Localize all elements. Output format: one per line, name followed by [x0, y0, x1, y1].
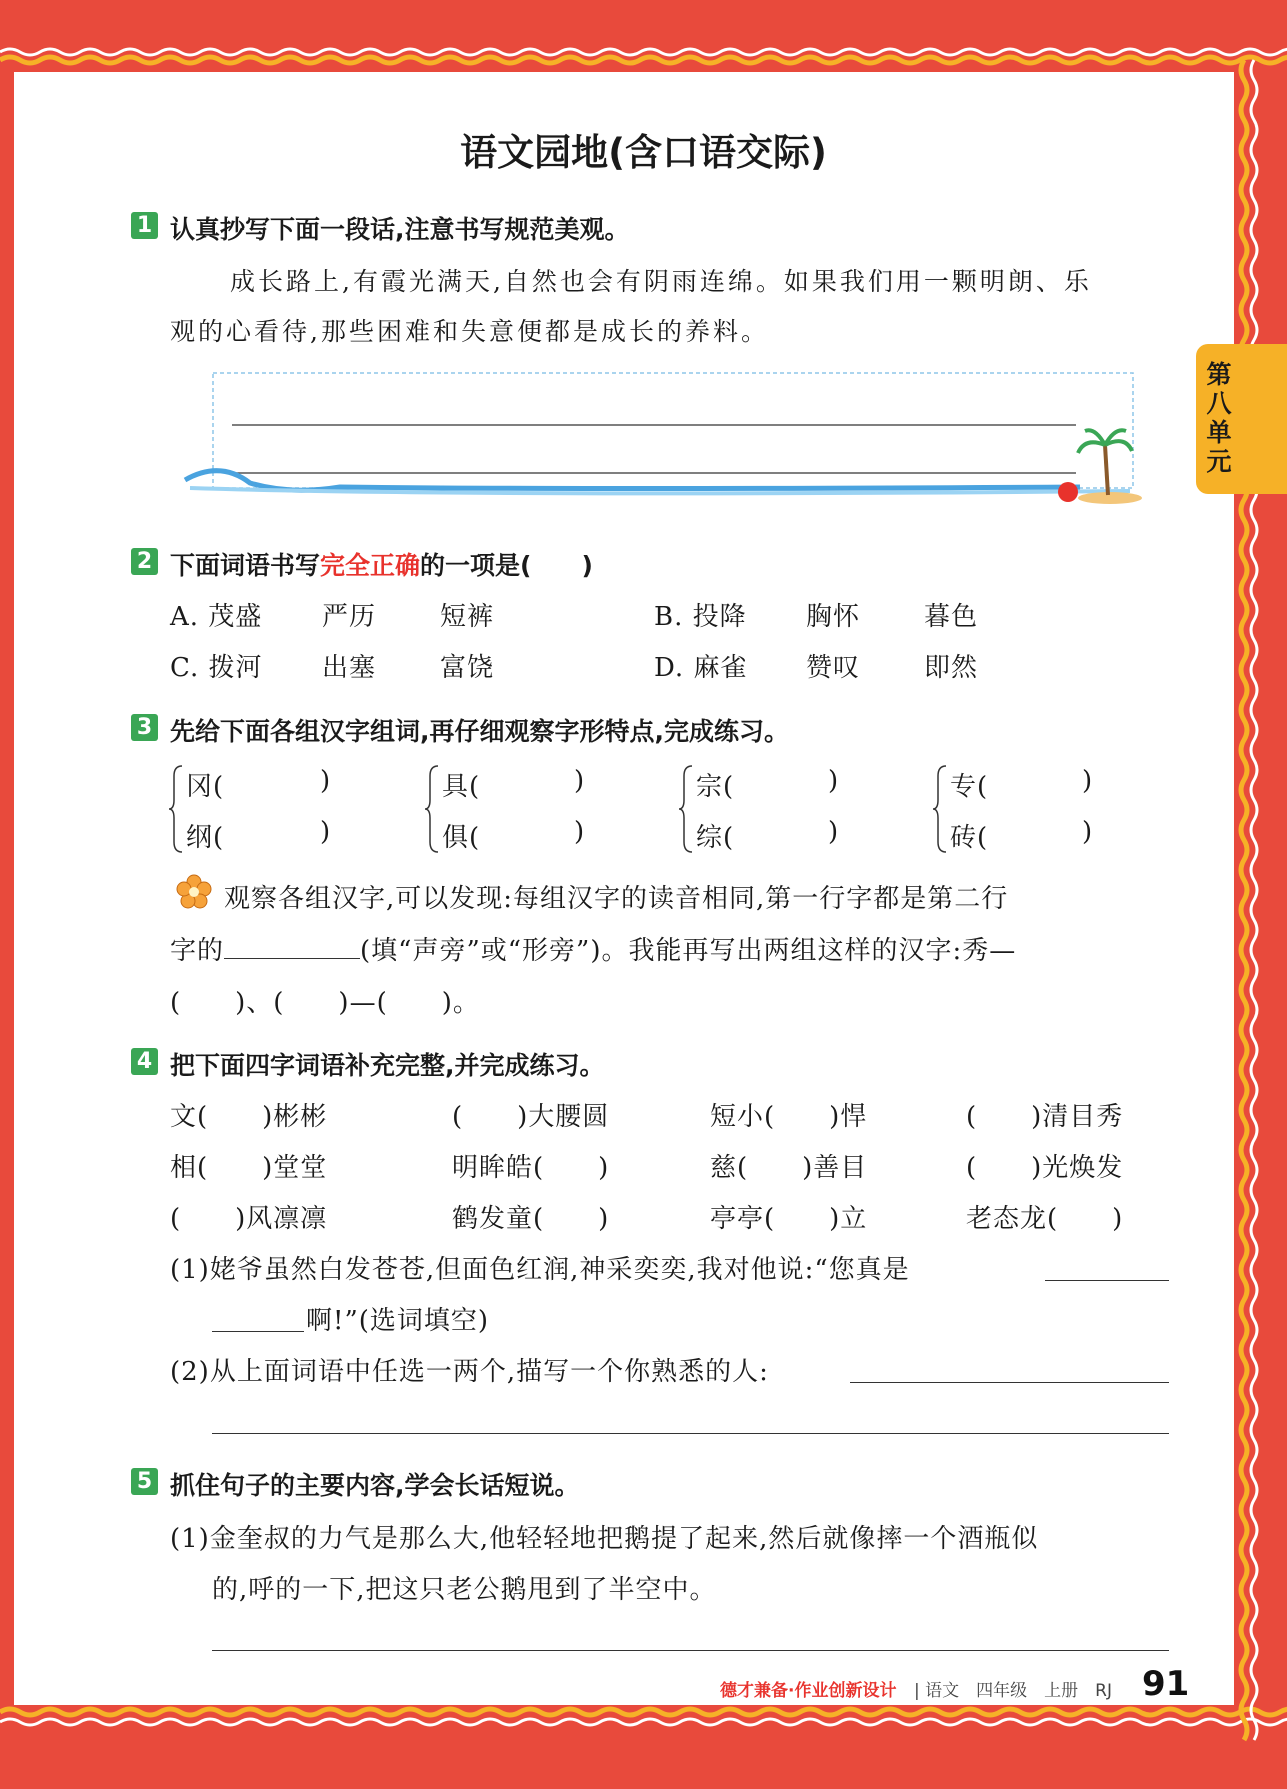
char-group-4-bottom: 砖( [950, 823, 989, 853]
copy-writing-box [180, 365, 1145, 510]
option-a-word-2: 严历 [322, 602, 377, 632]
option-c-label[interactable]: C. 拨河 [170, 653, 263, 683]
observation-line-2-start: 字的 [170, 936, 225, 966]
question-2-prompt-a: 下面词语书写 [170, 551, 321, 580]
sub-question-5-1-cont: 的,呼的一下,把这只老公鹅甩到了半空中。 [212, 1575, 717, 1605]
question-4-prompt: 把下面四字词语补充完整,并完成练习。 [170, 1051, 605, 1080]
idiom-3-1[interactable]: ( )风凛凛 [170, 1204, 328, 1234]
char-group-2-bottom-close: ) [574, 817, 586, 847]
question-number-2: 2 [131, 548, 158, 575]
sub-question-5-1: (1)金奎叔的力气是那么大,他轻轻地把鹅提了起来,然后就像摔一个酒瓶似 [170, 1524, 1039, 1554]
answer-line-4-2b[interactable] [212, 1433, 1169, 1434]
brace-group-3 [678, 764, 694, 854]
unit-tab-label: 第八单元 [1206, 360, 1232, 476]
char-group-4-top-close: ) [1082, 766, 1094, 796]
idiom-2-2[interactable]: 明眸皓( ) [452, 1153, 610, 1183]
idiom-2-3[interactable]: 慈( )善目 [710, 1153, 868, 1183]
sub-question-4-2: (2)从上面词语中任选一两个,描写一个你熟悉的人: [170, 1357, 769, 1387]
question-2-prompt [170, 546, 593, 582]
question-5-prompt: 抓住句子的主要内容,学会长话短说。 [170, 1471, 580, 1500]
char-group-2-top-close: ) [574, 766, 586, 796]
idiom-1-3[interactable]: 短小( )悍 [710, 1102, 868, 1132]
option-d-label[interactable]: D. 麻雀 [654, 653, 748, 683]
char-group-2-bottom: 俱( [442, 823, 481, 853]
char-group-1-bottom-close: ) [320, 817, 332, 847]
brace-group-4 [932, 764, 948, 854]
char-group-1-top: 冈( [186, 772, 225, 802]
idiom-3-2[interactable]: 鹤发童( ) [452, 1204, 610, 1234]
answer-line-4-1b[interactable] [212, 1331, 304, 1332]
flower-icon [176, 874, 212, 910]
char-group-3-bottom-close: ) [828, 817, 840, 847]
char-group-3-bottom: 综( [696, 823, 735, 853]
question-number-5: 5 [131, 1468, 158, 1495]
passage-line-1: 成长路上,有霞光满天,自然也会有阴雨连绵。如果我们用一颗明朗、乐 [230, 267, 1092, 296]
footer-meta: | 语文 四年级 上册 RJ [914, 1681, 1112, 1701]
idiom-2-1[interactable]: 相( )堂堂 [170, 1153, 328, 1183]
idiom-1-1[interactable]: 文( )彬彬 [170, 1102, 328, 1132]
char-group-4-top: 专( [950, 772, 989, 802]
observation-line-3: ( )、( )—( )。 [170, 988, 480, 1018]
question-number-3: 3 [131, 714, 158, 741]
option-a-word-3: 短裤 [440, 602, 495, 632]
char-group-4-bottom-close: ) [1082, 817, 1094, 847]
char-group-2-top: 具( [442, 772, 481, 802]
footer-brand: 德才兼备·作业创新设计 [720, 1681, 897, 1701]
page-number: 91 [1142, 1664, 1190, 1704]
answer-line-4-1a[interactable] [1045, 1280, 1169, 1281]
question-2-highlight: 完全正确 [320, 551, 421, 580]
idiom-3-4[interactable]: 老态龙( ) [966, 1204, 1124, 1234]
passage-line-2: 观的心看待,那些困难和失意便都是成长的养料。 [170, 317, 769, 346]
brace-group-2 [424, 764, 440, 854]
observation-line-2 [170, 930, 1016, 967]
idiom-1-4[interactable]: ( )清目秀 [966, 1102, 1124, 1132]
page-title: 语文园地(含口语交际) [460, 131, 827, 174]
observation-line-1: 观察各组汉字,可以发现:每组汉字的读音相同,第一行字都是第二行 [224, 884, 1009, 914]
answer-line-5-1[interactable] [212, 1650, 1169, 1651]
question-1-prompt: 认真抄写下面一段话,注意书写规范美观。 [170, 215, 630, 244]
sub-question-4-1: (1)姥爷虽然白发苍苍,但面色红润,神采奕奕,我对他说:“您真是 [170, 1255, 910, 1285]
answer-blank-radical[interactable] [224, 936, 360, 959]
idiom-3-3[interactable]: 亭亭( )立 [710, 1204, 868, 1234]
question-number-4: 4 [131, 1048, 158, 1075]
idiom-1-2[interactable]: ( )大腰圆 [452, 1102, 610, 1132]
option-c-word-2: 出塞 [322, 653, 377, 683]
question-2-prompt-b: 的一项是( ) [420, 551, 593, 580]
char-group-1-top-close: ) [320, 766, 332, 796]
option-d-word-3: 即然 [924, 653, 979, 683]
option-b-word-3: 暮色 [924, 602, 979, 632]
option-a-label[interactable]: A. 茂盛 [170, 602, 263, 632]
char-group-1-bottom: 纲( [186, 823, 225, 853]
idiom-2-4[interactable]: ( )光焕发 [966, 1153, 1124, 1183]
char-group-3-top: 宗( [696, 772, 735, 802]
option-c-word-3: 富饶 [440, 653, 495, 683]
option-b-label[interactable]: B. 投降 [654, 602, 747, 632]
observation-line-2-end: (填“声旁”或“形旁”)。我能再写出两组这样的汉字:秀— [360, 936, 1017, 966]
question-3-prompt: 先给下面各组汉字组词,再仔细观察字形特点,完成练习。 [170, 717, 789, 746]
option-b-word-2: 胸怀 [806, 602, 861, 632]
option-d-word-2: 赞叹 [806, 653, 861, 683]
question-number-1: 1 [131, 212, 158, 239]
answer-line-4-2a[interactable] [850, 1382, 1169, 1383]
brace-group-1 [168, 764, 184, 854]
char-group-3-top-close: ) [828, 766, 840, 796]
sub-question-4-1-end: 啊!”(选词填空) [306, 1306, 490, 1336]
